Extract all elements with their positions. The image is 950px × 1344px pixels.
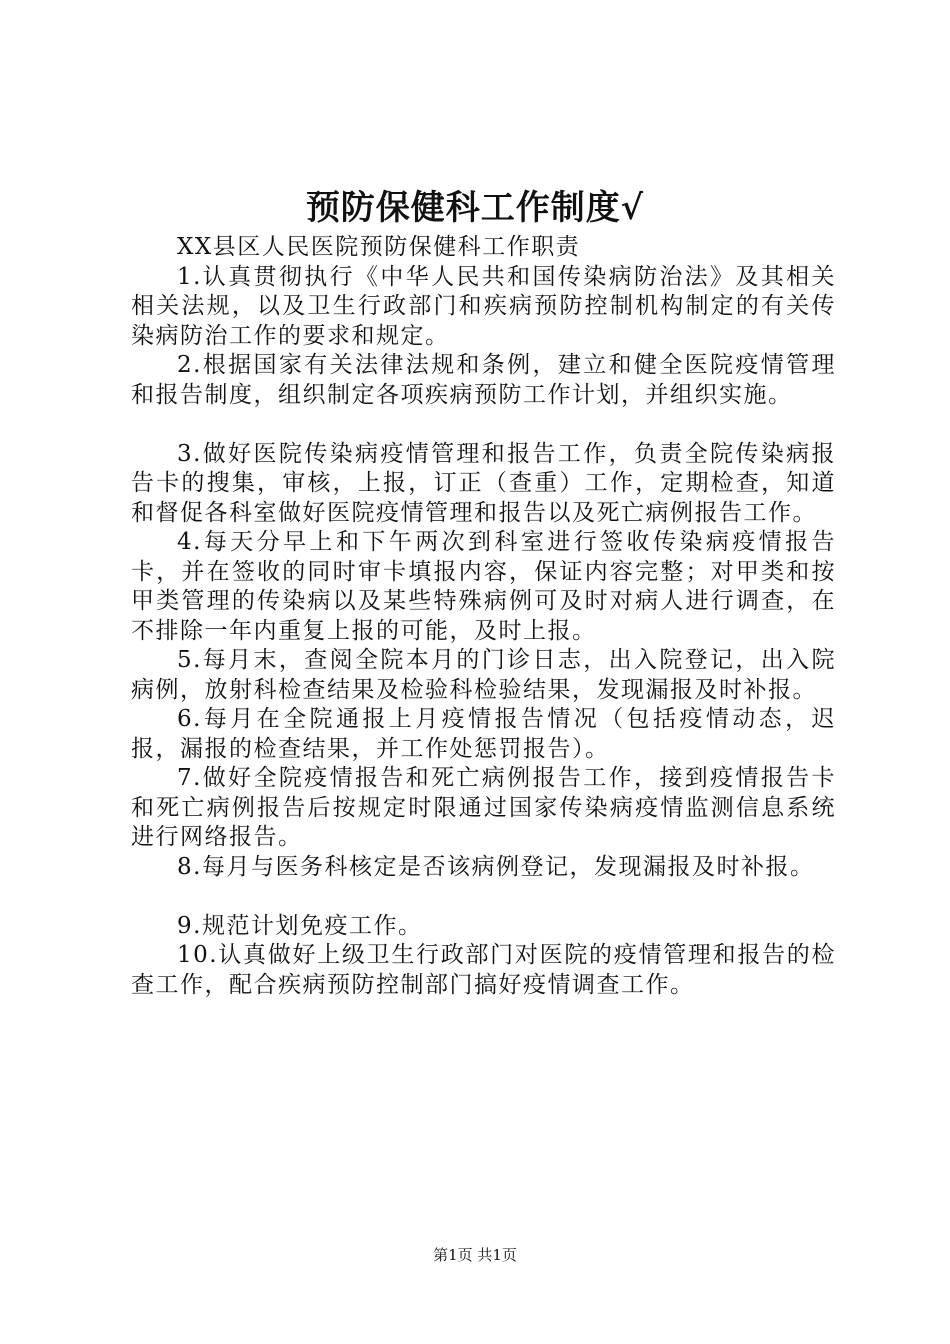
paragraph-item-8: 8.每月与医务科核定是否该病例登记，发现漏报及时补报。	[177, 853, 815, 880]
document-body	[131, 233, 836, 1000]
paragraph-item-3: 3.做好医院传染病疫情管理和报告工作，负责全院传染病报告卡的搜集，审核，上报，订正（查重）工作，定期检查，知道和督促各科室做好医院疫情管理和报告以及死亡病例报告工作。	[131, 440, 836, 526]
paragraph-item-5: 5.每月末，查阅全院本月的门诊日志，出入院登记，出入院病例，放射科检查结果及检验科检验结果，发现漏报及时补报。	[131, 647, 836, 703]
paragraph-item-1: 1.认真贯彻执行《中华人民共和国传染病防治法》及其相关相关法规，以及卫生行政部门和疾病预防控制机构制定的有关传染病防治工作的要求和规定。	[131, 263, 836, 349]
document-title: 预防保健科工作制度√	[305, 188, 645, 228]
page-footer: 第1页 共1页	[433, 1246, 517, 1264]
paragraph-intro: XX县区人民医院预防保健科工作职责	[177, 234, 581, 260]
paragraph-item-6: 6.每月在全院通报上月疫情报告情况（包括疫情动态，迟报，漏报的检查结果，并工作处惩罚报告）。	[131, 706, 836, 762]
paragraph-spacer	[131, 410, 836, 440]
paragraph-item-10: 10.认真做好上级卫生行政部门对医院的疫情管理和报告的检查工作，配合疾病预防控制部门搞好疫情调查工作。	[131, 942, 836, 998]
paragraph-spacer	[131, 882, 836, 912]
paragraph-item-4: 4.每天分早上和下午两次到科室进行签收传染病疫情报告卡，并在签收的同时审卡填报内容，保证内容完整；对甲类和按甲类管理的传染病以及某些特殊病例可及时对病人进行调查，在不排除一年内重复上报的可能，及时上报。	[131, 529, 836, 644]
paragraph-item-7: 7.做好全院疫情报告和死亡病例报告工作，接到疫情报告卡和死亡病例报告后按规定时限通过国家传染病疫情监测信息系统进行网络报告。	[131, 765, 836, 850]
paragraph-item-2: 2.根据国家有关法律法规和条例，建立和健全医院疫情管理和报告制度，组织制定各项疾病预防工作计划，并组织实施。	[131, 352, 836, 408]
paragraph-item-9: 9.规范计划免疫工作。	[177, 912, 423, 939]
